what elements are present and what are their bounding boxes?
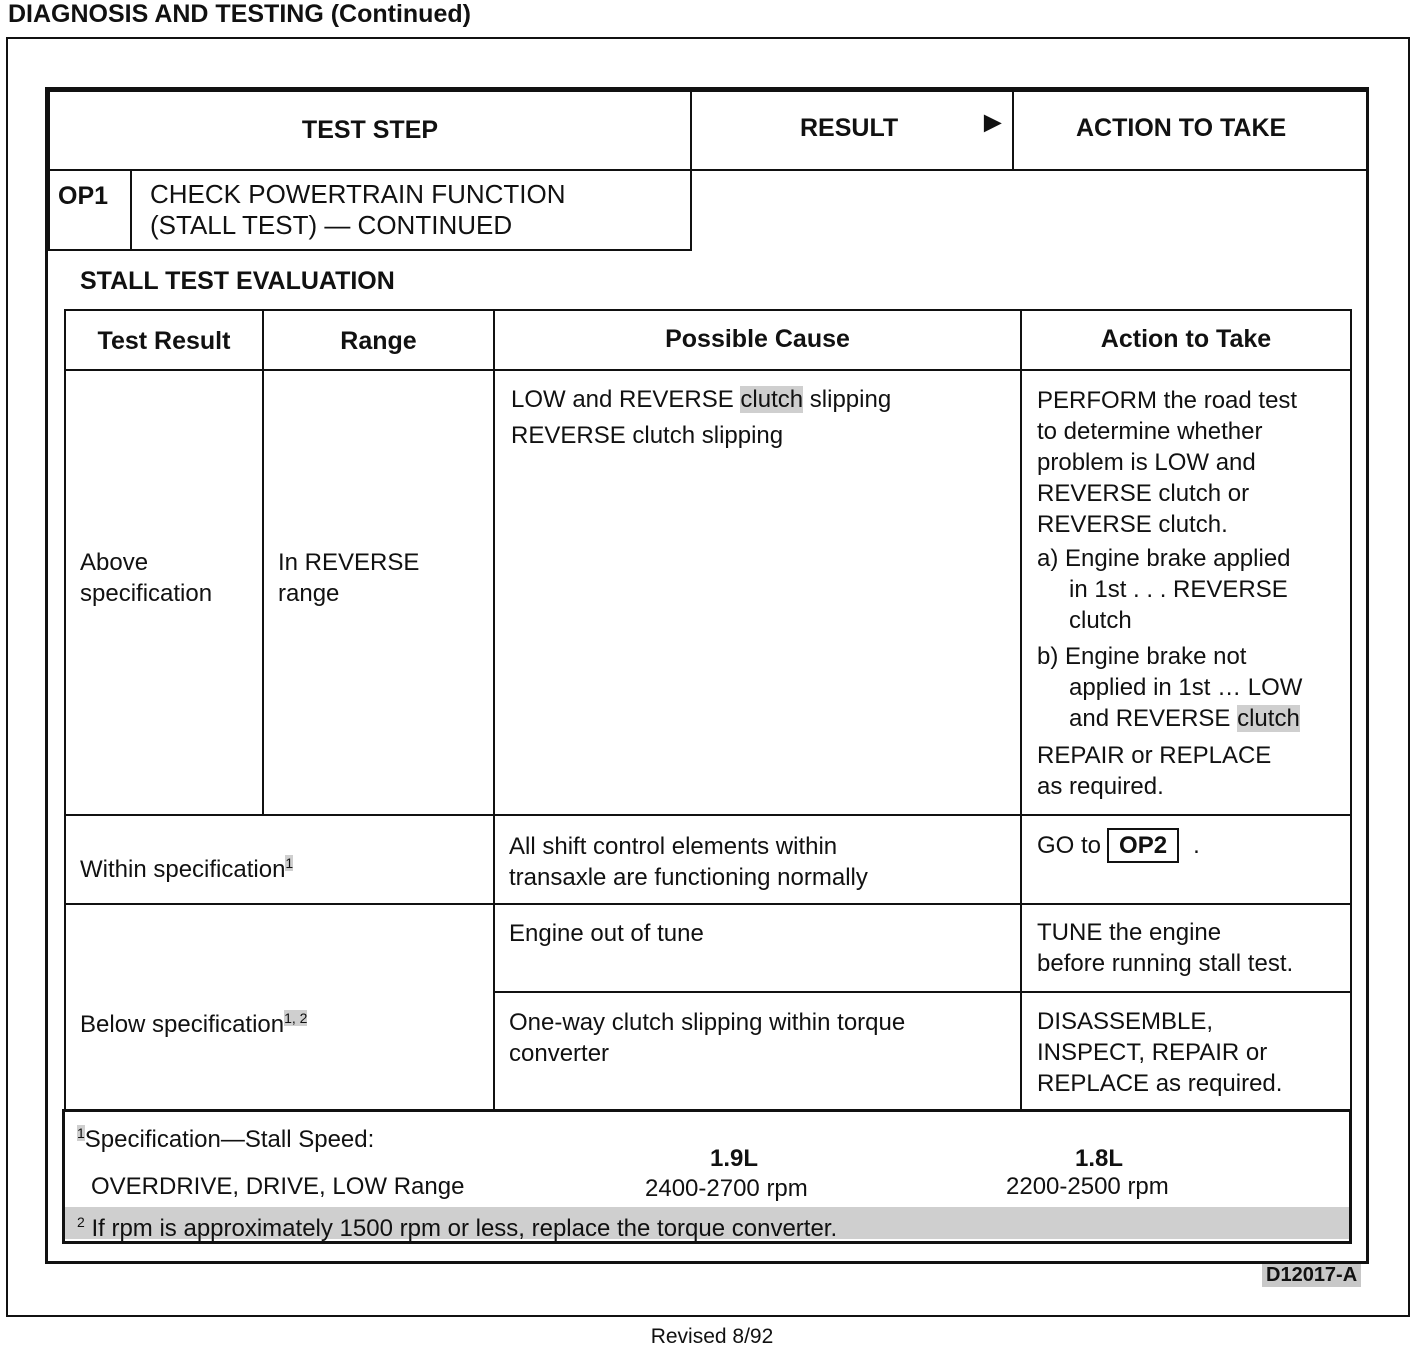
row1-action-b-l2: applied in 1st … LOW: [1069, 674, 1303, 701]
row3b-action-l2: INSPECT, REPAIR or: [1037, 1039, 1268, 1066]
engine-1-8l: 1.8L: [1075, 1145, 1124, 1172]
row3b-action-l3: REPLACE as required.: [1037, 1070, 1283, 1097]
rpm-1-8l: 2200-2500 rpm: [1006, 1173, 1169, 1200]
row1-cause-line2: REVERSE clutch slipping: [511, 422, 784, 449]
row2-action-pre: GO to: [1037, 832, 1102, 859]
row1-action-p1: [1037, 385, 1297, 540]
footnote-1-mark: 1: [77, 1125, 85, 1141]
row3b-action-cell: [1020, 991, 1352, 1111]
row3-result: [80, 1003, 307, 1040]
step-id-cell: [48, 169, 132, 251]
op2-link[interactable]: OP2: [1107, 828, 1179, 863]
step-title-line1: CHECK POWERTRAIN FUNCTION: [150, 179, 566, 209]
header-result: RESULT: [800, 114, 899, 142]
row1-action-p1-l1: PERFORM the road test: [1037, 387, 1298, 414]
row2-cause-l1: All shift control elements within: [509, 833, 838, 860]
row1-action-a-l3: clutch: [1069, 607, 1132, 634]
footnotes-box: [62, 1109, 1352, 1244]
row1-cause-line1-c: slipping: [803, 386, 892, 413]
row2-result-text: Within specification: [80, 856, 286, 883]
row1-cause-line1: [511, 384, 891, 415]
row3a-cause-cell: [493, 903, 1022, 993]
footnote-2: [65, 1207, 1349, 1242]
footnote-1-text: Specification—Stall Speed:: [84, 1126, 375, 1153]
row2-cause-l2: transaxle are functioning normally: [509, 864, 868, 891]
row1-action-cell: [1020, 369, 1352, 816]
row3b-cause-l2: converter: [509, 1040, 610, 1067]
row1-action-b-l3: [1037, 703, 1302, 734]
row1-action-p1-l5: REVERSE clutch.: [1037, 511, 1228, 538]
row3-result-cell: [64, 903, 495, 1111]
row2-result: [80, 848, 293, 885]
row1-cause-line1-a: LOW and REVERSE: [511, 386, 741, 413]
row1-action-b-l3-a: and REVERSE: [1069, 705, 1238, 732]
header-test-step: TEST STEP: [301, 116, 439, 144]
col-header-possible-cause-cell: [493, 309, 1022, 371]
footnote-1: [77, 1118, 374, 1155]
row1-cause-cell: [493, 369, 1022, 816]
row1-result-line2: specification: [80, 580, 213, 607]
step-title-line2: (STALL TEST) — CONTINUED: [150, 210, 513, 240]
row3b-cause: [509, 1007, 905, 1069]
row1-action-p1-l2: to determine whether: [1037, 418, 1263, 445]
arrow-right-icon: ►: [978, 106, 1008, 139]
footnote-2-text: If rpm is approximately 1500 rpm or less, replace the torque converter.: [84, 1215, 838, 1242]
row1-action-b: [1037, 641, 1302, 734]
header-action-cell: [1012, 90, 1368, 171]
row2-cause: [509, 831, 868, 893]
row1-action-a: [1037, 543, 1291, 636]
row1-action-a-l2: in 1st . . . REVERSE: [1069, 576, 1288, 603]
rpm-1-9l: 2400-2700 rpm: [645, 1175, 808, 1202]
row1-action-p2: [1037, 740, 1271, 802]
col-header-test-result: Test Result: [97, 327, 231, 355]
step-id: OP1: [58, 182, 109, 210]
row2-action-post: .: [1193, 832, 1200, 859]
row1-action-p1-l4: REVERSE clutch or: [1037, 480, 1250, 507]
row1-action-p1-l3: problem is LOW and: [1037, 449, 1256, 476]
col-header-possible-cause: Possible Cause: [665, 325, 850, 353]
revised-date: Revised 8/92: [650, 1325, 774, 1348]
row3a-action-l2: before running stall test.: [1037, 950, 1294, 977]
page-title: DIAGNOSIS AND TESTING (Continued): [8, 0, 471, 28]
row3a-action: [1037, 917, 1293, 979]
footnote-2-mark: 2: [77, 1214, 85, 1230]
row3a-action-l1: TUNE the engine: [1037, 919, 1222, 946]
row2-cause-cell: [493, 814, 1022, 905]
row1-action-p2-l2: as required.: [1037, 773, 1164, 800]
engine-1-9l: 1.9L: [710, 1145, 759, 1172]
row1-result-line1: Above: [80, 549, 149, 576]
row1-range-line2: range: [278, 580, 340, 607]
row3a-cause: Engine out of tune: [509, 920, 704, 947]
row1-action-p2-l1: REPAIR or REPLACE: [1037, 742, 1272, 769]
header-action: ACTION TO TAKE: [1076, 114, 1287, 142]
row1-result-cell: [64, 369, 264, 816]
row3b-action: [1037, 1006, 1282, 1099]
col-header-action-cell: [1020, 309, 1352, 371]
header-test-step-cell: [48, 90, 692, 171]
row3-result-footnote-mark: 1, 2: [284, 1010, 308, 1026]
row1-action-b-l1: b) Engine brake not: [1037, 643, 1247, 670]
row3b-action-l1: DISASSEMBLE,: [1037, 1008, 1214, 1035]
row2-action: [1037, 828, 1200, 863]
section-title: STALL TEST EVALUATION: [80, 267, 395, 295]
step-title-cell: [130, 169, 692, 251]
row3-result-text: Below specification: [80, 1011, 285, 1038]
header-result-cell: [690, 90, 1014, 171]
range-label: OVERDRIVE, DRIVE, LOW Range: [91, 1173, 465, 1200]
row2-result-footnote-mark: 1: [285, 855, 294, 871]
row3b-cause-l1: One-way clutch slipping within torque: [509, 1009, 906, 1036]
col-header-action: Action to Take: [1100, 325, 1272, 353]
row1-range-line1: In REVERSE: [278, 549, 420, 576]
row3a-action-cell: [1020, 903, 1352, 993]
row1-range-cell: [262, 369, 495, 816]
row2-action-cell: [1020, 814, 1352, 905]
col-header-range-cell: [262, 309, 495, 371]
col-header-test-result-cell: [64, 309, 264, 371]
row1-cause-line1-highlight: clutch: [740, 386, 804, 413]
figure-id: D12017-A: [1262, 1264, 1361, 1287]
col-header-range: Range: [340, 327, 417, 355]
row1-action-a-l1: a) Engine brake applied: [1037, 545, 1291, 572]
row2-result-cell: [64, 814, 495, 905]
row3b-cause-cell: [493, 991, 1022, 1111]
row1-action-b-l3-highlight: clutch: [1237, 705, 1300, 732]
